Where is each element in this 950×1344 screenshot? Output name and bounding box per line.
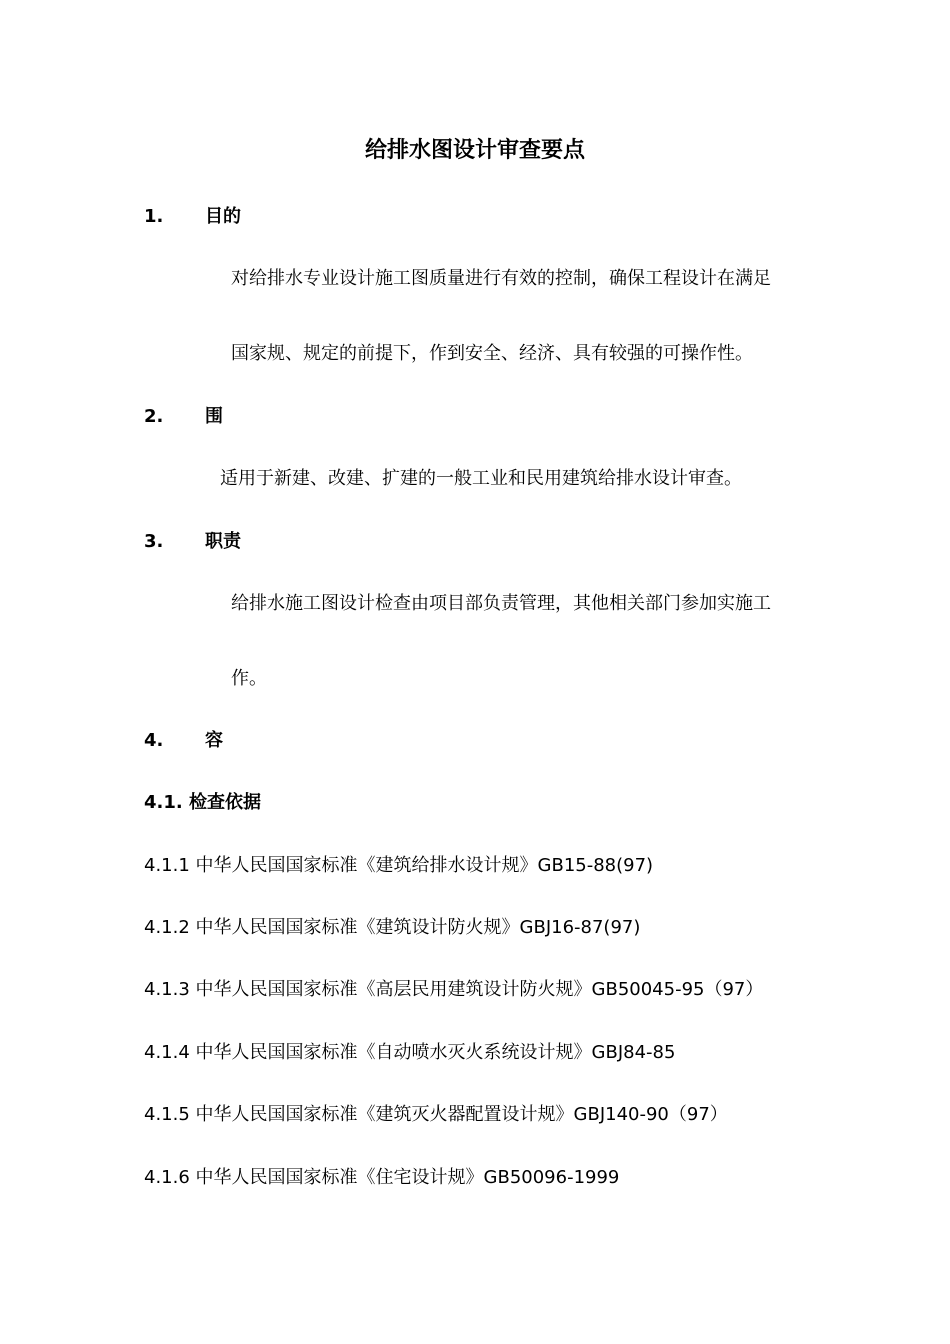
section-label: 目的: [205, 206, 241, 227]
section-heading-3: [144, 529, 241, 555]
section-1-line-1: 对给排水专业设计施工图质量进行有效的控制，确保工程设计在满足: [231, 268, 771, 289]
section-label: 容: [205, 730, 223, 751]
section-1-line-2: 国家规、规定的前提下，作到安全、经济、具有较强的可操作性。: [231, 343, 753, 364]
section-number: 3.: [144, 531, 164, 552]
document-title: 给排水图设计审查要点: [364, 138, 585, 163]
section-number: 1.: [144, 206, 164, 227]
standard-item: 4.1.6 中华人民国国家标准《住宅设计规》GB50096-1999: [144, 1167, 620, 1188]
section-number: 4.: [144, 730, 164, 751]
section-label: 围: [205, 406, 223, 427]
standard-item: 4.1.2 中华人民国国家标准《建筑设计防火规》GBJ16-87(97): [144, 917, 641, 938]
standard-item: 4.1.3 中华人民国国家标准《高层民用建筑设计防火规》GB50045-95（97）: [144, 979, 764, 1000]
subsection-heading: 4.1. 检查依据: [144, 792, 261, 813]
section-number: 2.: [144, 406, 164, 427]
section-3-line-1: 给排水施工图设计检查由项目部负责管理，其他相关部门参加实施工: [231, 593, 771, 614]
section-heading-1: [144, 204, 241, 230]
section-3-line-2: 作。: [231, 668, 267, 689]
section-2-line-1: 适用于新建、改建、扩建的一般工业和民用建筑给排水设计审查。: [220, 468, 742, 489]
standard-item: 4.1.4 中华人民国国家标准《自动喷水灭火系统设计规》GBJ84-85: [144, 1042, 676, 1063]
standard-item: 4.1.1 中华人民国国家标准《建筑给排水设计规》GB15-88(97): [144, 855, 654, 876]
standard-item: 4.1.5 中华人民国国家标准《建筑灭火器配置设计规》GBJ140-90（97）: [144, 1104, 728, 1125]
section-label: 职责: [205, 531, 241, 552]
section-heading-2: [144, 404, 223, 430]
section-heading-4: [144, 728, 223, 754]
